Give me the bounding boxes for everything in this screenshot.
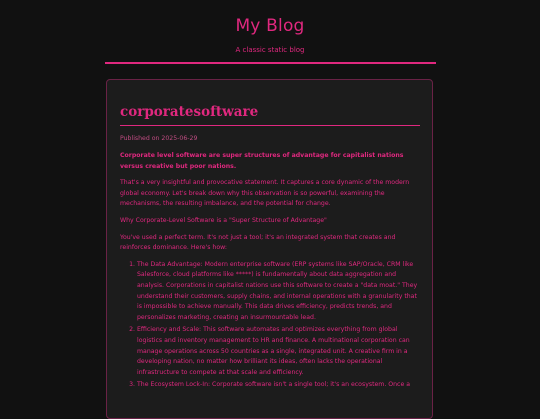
site-tagline: A classic static blog <box>235 46 305 54</box>
list-item: 1. The Data Advantage: Modern enterprise software (ERP systems like SAP/Oracle, CRM like Salesforce, cloud platforms like *****) is fundamentally about data aggregation and analysis. Corporations in capitalist nations use this software to create a "data moat." They understand their customers, supply chains, and internal operations with a granularity that is impossible to achieve manually. This data drives efficiency, predicts trends, and personalizes marketing, creating an insurmountable lead. <box>137 260 419 324</box>
post-title-divider <box>120 125 420 126</box>
post-card <box>106 79 433 419</box>
post-section-heading: Why Corporate-Level Software is a "Super Structure of Advantage" <box>120 216 327 224</box>
site-title[interactable]: My Blog <box>235 16 305 36</box>
post-date: Published on 2025-06-29 <box>120 135 198 142</box>
list-item: 2. Efficiency and Scale: This software automates and optimizes everything from global logistics and inventory management to HR and finance. A multinational corporation can manage operations across 50 countries as a single, integrated unit. A creative firm in a developing nation, no matter how brilliant its ideas, often lacks the operational infrastructure to compete at that scale and efficiency. <box>137 325 419 378</box>
post-title[interactable]: corporatesoftware <box>120 104 259 120</box>
post-list <box>120 260 419 391</box>
post-paragraph: You've used a perfect term. It's not just a tool; it's an integrated system that creates and reinforces dominance. Here's how: <box>120 233 396 252</box>
list-item: 3. The Ecosystem Lock-In: Corporate software isn't a single tool; it's an ecosystem. Once a <box>137 380 419 391</box>
post-paragraph: That's a very insightful and provocative statement. It captures a core dynamic of the modern global economy. Let's break down why this observation is so powerful, examining the mechanisms, the resulting imbalance, and the potential for change. <box>120 179 410 208</box>
post-lead: Corporate level software are super structures of advantage for capitalist nations versus creative but poor nations. <box>120 152 404 170</box>
site-header <box>0 0 540 55</box>
header-divider <box>105 62 436 64</box>
